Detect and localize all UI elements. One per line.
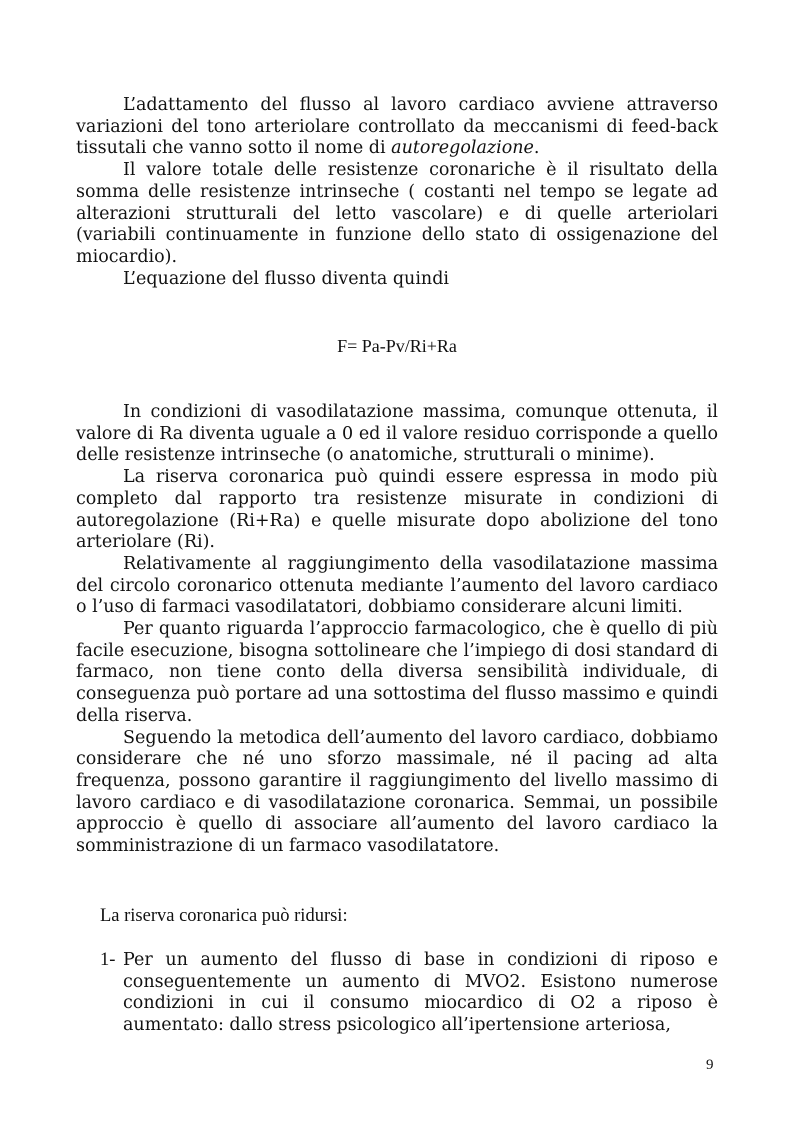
paragraph-equazione-intro: L’equazione del flusso diventa quindi <box>123 268 449 289</box>
emphasis-term: autoregolazione <box>391 138 534 159</box>
paragraph-limiti: Relativamente al raggiungimento della vasodilatazione massima del circolo coronarico ottenuta mediante l’aumento del lavoro cardiaco o l’uso di farmaci vasodilatatori, dobbiamo considerare alcuni limiti. <box>76 553 718 618</box>
list-heading: La riserva coronarica può ridursi: <box>100 906 348 926</box>
paragraph-riserva-rapporto: La riserva coronarica può quindi essere espressa in modo più completo dal rapporto tra resistenze misurate in condizioni di autoregolazione (Ri+Ra) e quelle misurate dopo abolizione del tono arteriolare (Ri). <box>76 467 718 553</box>
paragraph-resistenze: Il valore totale delle resistenze coronariche è il risultato della somma delle resistenze intrinseche ( costanti nel tempo se legate ad alterazioni strutturali del letto vascolare) e di quelle arteriolari (variabili continuamente in funzione dello stato di ossigenazione del miocardio). <box>76 160 718 267</box>
paragraph-text: . <box>533 138 540 159</box>
list-marker: 1- <box>100 950 116 970</box>
paragraph-text: L’adattamento del flusso al lavoro cardiaco avviene attraverso variazioni del tono arteriolare controllato da meccanismi di feed-back tissutali che vanno sotto il nome di <box>76 95 718 159</box>
intro-section <box>76 95 718 290</box>
flow-equation: F= Pa-Pv/Ri+Ra <box>337 336 457 356</box>
list-item <box>100 950 718 1037</box>
paragraph-autoregolazione <box>76 95 718 160</box>
body-section <box>76 402 718 858</box>
paragraph-vasodilatazione: In condizioni di vasodilatazione massima, comunque ottenuta, il valore di Ra diventa uguale a 0 ed il valore residuo corrisponde a quello delle resistenze intrinseche (o anatomiche, strutturali o minime). <box>76 402 718 466</box>
page-number: 9 <box>706 1057 714 1073</box>
list-item-text: Per un aumento del flusso di base in condizioni di riposo e conseguentemente un aumento di MVO2. Esistono numerose condizioni in cui il consumo miocardico di O2 a riposo è aumentato: dallo stress psicologico all’ipertensione arteriosa, <box>123 950 718 1036</box>
paragraph-farmacologico: Per quanto riguarda l’approccio farmacologico, che è quello di più facile esecuzione, bisogna sottolineare che l’impiego di dosi standard di farmaco, non tiene conto della diversa sensibilità individuale, di conseguenza può portare ad una sottostima del flusso massimo e quindi della riserva. <box>76 619 718 726</box>
paragraph-lavoro-cardiaco: Seguendo la metodica dell’aumento del lavoro cardiaco, dobbiamo considerare che né uno sforzo massimale, né il pacing ad alta frequenza, possono garantire il raggiungimento del livello massimo di lavoro cardiaco e di vasodilatazione coronarica. Semmai, un possibile approccio è quello di associare all’aumento del lavoro cardiaco la somministrazione di un farmaco vasodilatatore. <box>76 727 718 857</box>
